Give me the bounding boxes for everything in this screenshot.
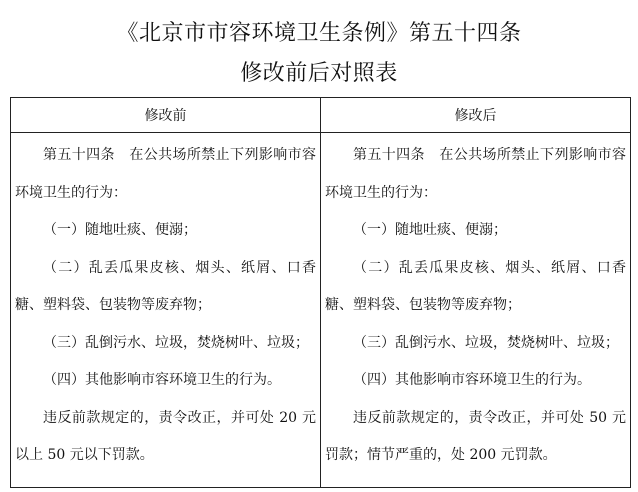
- table-row: [11, 133, 631, 488]
- comparison-table: [10, 97, 631, 488]
- before-paragraph-6: 违反前款规定的，责令改正，并可处 20 元以上 50 元以下罚款。: [15, 409, 316, 463]
- cell-after: [321, 133, 631, 488]
- before-paragraph-4: （三）乱倒污水、垃圾，焚烧树叶、垃圾；: [43, 334, 309, 351]
- after-paragraph-6: 违反前款规定的，责令改正，并可处 50 元罚款；情节严重的，处 200 元罚款。: [325, 409, 626, 463]
- after-paragraph-2: （一）随地吐痰、便溺；: [353, 222, 507, 238]
- header-after: 修改后: [321, 98, 631, 133]
- before-paragraph-2: （一）随地吐痰、便溺；: [43, 222, 197, 238]
- before-paragraph-5: （四）其他影响市容环境卫生的行为。: [43, 372, 281, 388]
- after-paragraph-5: （四）其他影响市容环境卫生的行为。: [353, 372, 591, 388]
- before-paragraph-1: 第五十四条 在公共场所禁止下列影响市容环境卫生的行为：: [15, 147, 316, 201]
- after-paragraph-4: （三）乱倒污水、垃圾，焚烧树叶、垃圾；: [353, 334, 619, 351]
- after-text: [325, 137, 626, 475]
- header-before: 修改前: [11, 98, 321, 133]
- after-paragraph-1: 第五十四条 在公共场所禁止下列影响市容环境卫生的行为：: [325, 147, 626, 201]
- before-text: [15, 137, 316, 475]
- before-paragraph-3: （二）乱丢瓜果皮核、烟头、纸屑、口香糖、塑料袋、包装物等废弃物；: [15, 259, 316, 313]
- table-header-row: [11, 98, 631, 133]
- cell-before: [11, 133, 321, 488]
- document-title: 《北京市市容环境卫生条例》第五十四条: [116, 21, 522, 46]
- after-paragraph-3: （二）乱丢瓜果皮核、烟头、纸屑、口香糖、塑料袋、包装物等废弃物；: [325, 259, 626, 313]
- document-subtitle: 修改前后对照表: [240, 61, 398, 86]
